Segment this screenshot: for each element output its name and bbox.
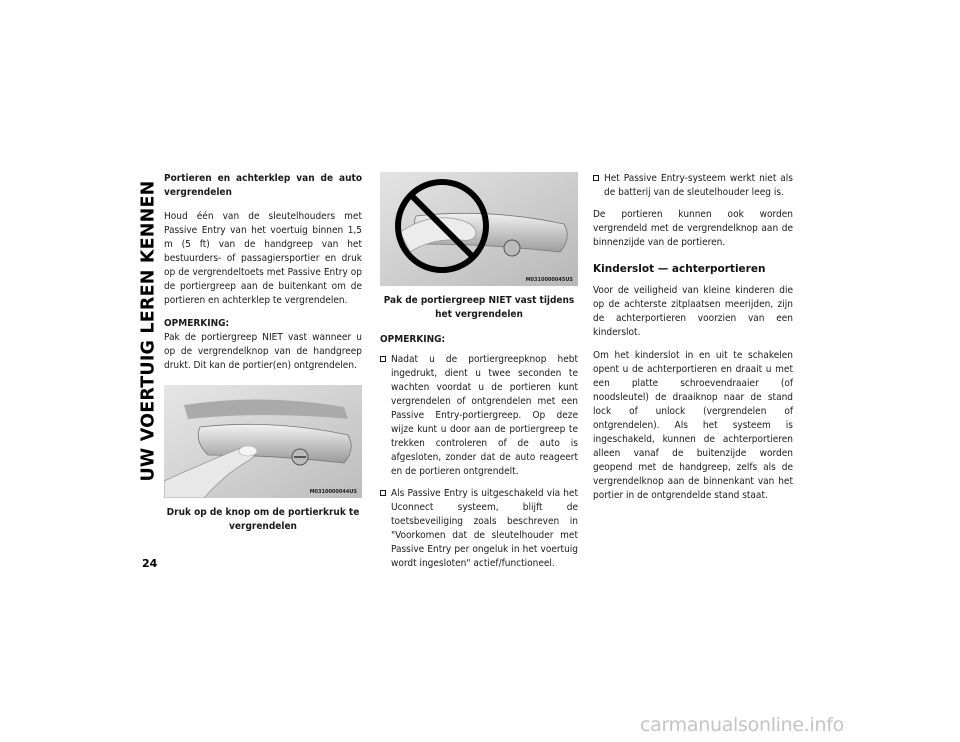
subheading-lock-doors: Portieren en achterklep van de auto vergrendelen <box>164 173 362 198</box>
square-bullet-icon <box>380 490 386 496</box>
page-number: 24 <box>142 557 158 570</box>
list-item: Het Passive Entry-systeem werkt niet als de batterij van de sleutelhouder leeg is. <box>593 172 793 200</box>
figure-do-not-grab-handle <box>380 172 578 286</box>
chapter-sidebar-tab <box>137 170 159 492</box>
figure-caption: Pak de portiergreep NIET vast tijdens het vergrendelen <box>383 295 575 320</box>
column-2 <box>380 172 578 579</box>
column-3 <box>593 172 793 503</box>
chapter-title: UW VOERTUIG LEREN KENNEN <box>138 180 158 482</box>
note-text: Pak de portiergreep NIET vast wanneer u op de vergrendelknop van de handgreep drukt. Dit kan de portier(en) ontgrendelen. <box>164 332 362 371</box>
paragraph-passive-entry-lock: Houd één van de sleutelhouders met Passive Entry van het voertuig binnen 1,5 m (5 ft) van de handgreep van het bestuurders- of passagiersportier en druk op de vergrendeltoets met Passive Entry op de portiergreep aan de buitenkant om de portieren en achterklep te vergrendelen. <box>164 211 362 306</box>
list-item: Als Passive Entry is uitgeschakeld via het Uconnect systeem, blijft de toetsbeveiliging zoals beschreven in "Voorkomen dat de sleutelhouder met Passive Entry per ongeluk in het voertuig wordt ingesloten" actief/functioneel. <box>380 487 578 571</box>
paragraph-inner-lock: De portieren kunnen ook worden vergrendeld met de vergrendelknop aan de binnenzijde van de portieren. <box>593 209 793 248</box>
section-title-child-lock: Kinderslot — achterportieren <box>593 263 766 275</box>
note-bullet-list <box>380 353 578 571</box>
square-bullet-icon <box>380 356 386 362</box>
figure-press-lock-button <box>164 385 362 498</box>
bullet-list <box>593 172 793 200</box>
paragraph-child-lock-howto: Om het kinderslot in en uit te schakelen opent u de achterportieren en draait u met een platte schroevendraaier (of noodsleutel) de draaiknop naar de stand lock of unlock (vergrendelen of ontgrendelen). Als het systeem is ingeschakeld, kunnen de achterportieren alleen vanaf de buitenzijde worden geopend met de handgreep, zelfs als de vergrendelknop aan de binnenkant van het portier in de ontgrendelde stand staat. <box>593 350 793 501</box>
list-item: Nadat u de portiergreepknop hebt ingedrukt, dient u twee seconden te wachten voordat u de portieren kunt vergrendelen of ontgrendelen met een Passive Entry-portiergreep. Op deze wijze kunt u door aan de portiergreep te trekken controleren of de auto is afgesloten, zonder dat de auto reageert en de portieren ontgrendelt. <box>380 353 578 479</box>
paragraph-child-lock-intro: Voor de veiligheid van kleine kinderen die op de achterste zitplaatsen meerijden, zijn de achterportieren voorzien van een kinderslot. <box>593 285 793 338</box>
finger-pressing-handle-icon <box>164 385 362 498</box>
figure-caption: Druk op de knop om de portierkruk te vergrendelen <box>166 507 360 532</box>
note-label: OPMERKING: <box>164 318 230 329</box>
figure-code: M0310000045US <box>525 277 573 283</box>
watermark: carmanualsonline.info <box>640 714 844 736</box>
prohibition-sign-icon <box>380 172 578 286</box>
note-label: OPMERKING: <box>380 334 446 345</box>
column-1 <box>164 172 362 534</box>
figure-code: M0310000044US <box>309 489 357 495</box>
square-bullet-icon <box>593 175 599 181</box>
